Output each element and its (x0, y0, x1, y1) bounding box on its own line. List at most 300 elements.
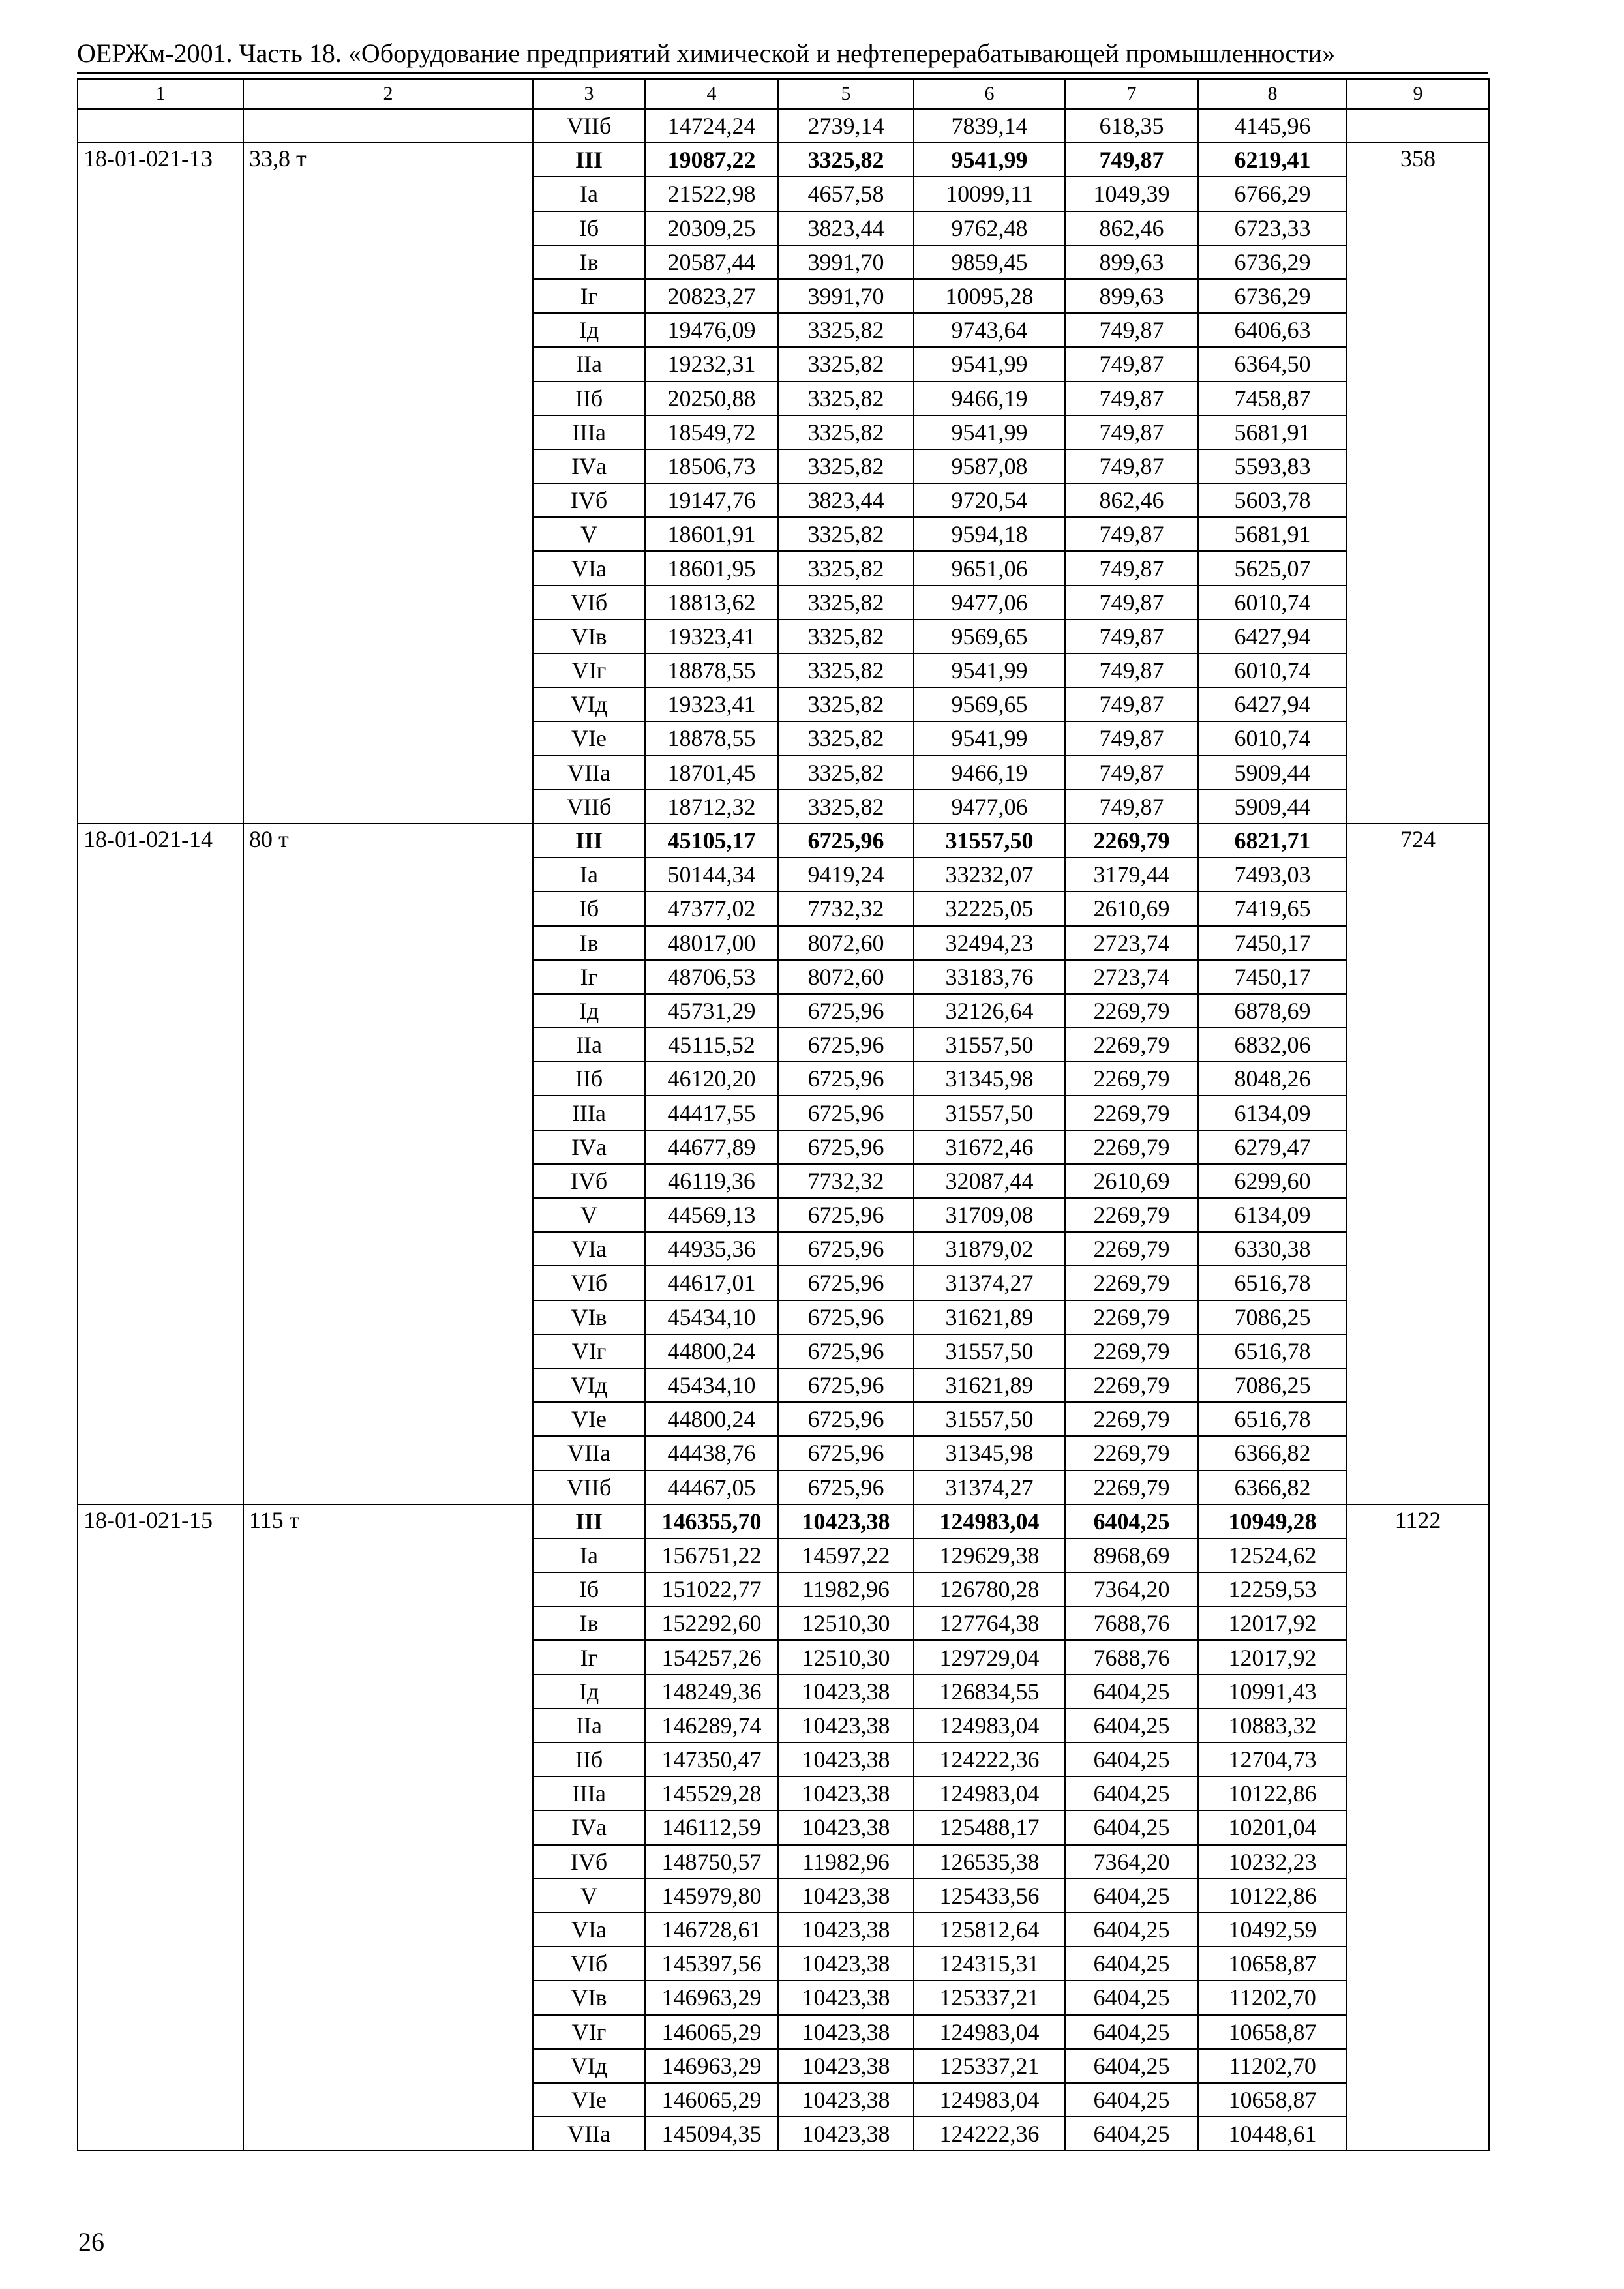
value-cell: 3325,82 (778, 415, 914, 449)
value-cell: 6404,25 (1065, 1913, 1198, 1947)
value-cell: 9743,64 (914, 313, 1065, 347)
value-cell: 6736,29 (1198, 245, 1347, 279)
class-cell: IIIа (533, 1776, 645, 1810)
value-cell: 2269,79 (1065, 1062, 1198, 1096)
value-cell: 862,46 (1065, 211, 1198, 245)
value-cell: 18506,73 (645, 449, 778, 483)
value-cell: 6725,96 (778, 1368, 914, 1402)
class-cell: IVб (533, 483, 645, 517)
value-cell: 146289,74 (645, 1709, 778, 1743)
value-cell: 11982,96 (778, 1845, 914, 1879)
value-cell: 44800,24 (645, 1402, 778, 1436)
value-cell: 19147,76 (645, 483, 778, 517)
value-cell: 3991,70 (778, 245, 914, 279)
value-cell: 18701,45 (645, 756, 778, 790)
value-cell: 2269,79 (1065, 1471, 1198, 1504)
column-header: 8 (1198, 79, 1347, 109)
value-cell: 47377,02 (645, 891, 778, 925)
value-cell: 45105,17 (645, 824, 778, 858)
value-cell: 10991,43 (1198, 1675, 1347, 1709)
value-cell: 10423,38 (778, 1879, 914, 1913)
value-cell: 33183,76 (914, 960, 1065, 994)
value-cell: 9587,08 (914, 449, 1065, 483)
empty-cell (78, 109, 243, 143)
value-cell: 749,87 (1065, 551, 1198, 585)
value-cell: 10232,23 (1198, 1845, 1347, 1879)
value-cell: 14597,22 (778, 1538, 914, 1572)
value-cell: 10423,38 (778, 1947, 914, 1981)
mass-cell: 33,8 т (243, 143, 533, 824)
value-cell: 20250,88 (645, 382, 778, 415)
value-cell: 2269,79 (1065, 1334, 1198, 1368)
class-cell: VIа (533, 551, 645, 585)
empty-cell (243, 109, 533, 143)
value-cell: 124983,04 (914, 2015, 1065, 2049)
value-cell: 7688,76 (1065, 1606, 1198, 1640)
class-cell: VIг (533, 653, 645, 687)
value-cell: 5625,07 (1198, 551, 1347, 585)
value-cell: 31557,50 (914, 1334, 1065, 1368)
empty-cell (1347, 109, 1489, 143)
value-cell: 9859,45 (914, 245, 1065, 279)
value-cell: 18813,62 (645, 586, 778, 620)
page-number: 26 (78, 2227, 104, 2256)
value-cell: 749,87 (1065, 313, 1198, 347)
class-cell: VIб (533, 1266, 645, 1300)
value-cell: 19323,41 (645, 687, 778, 721)
value-cell: 45434,10 (645, 1368, 778, 1402)
value-cell: 2269,79 (1065, 1198, 1198, 1232)
value-cell: 7839,14 (914, 109, 1065, 143)
value-cell: 6404,25 (1065, 2015, 1198, 2049)
class-cell: IVа (533, 449, 645, 483)
class-cell: IIIа (533, 1096, 645, 1130)
class-cell: IIIа (533, 415, 645, 449)
value-cell: 10122,86 (1198, 1776, 1347, 1810)
value-cell: 9541,99 (914, 415, 1065, 449)
value-cell: 9419,24 (778, 858, 914, 891)
value-cell: 145529,28 (645, 1776, 778, 1810)
total-cell: 724 (1347, 824, 1489, 1504)
value-cell: 31345,98 (914, 1436, 1065, 1470)
value-cell: 3325,82 (778, 551, 914, 585)
value-cell: 10658,87 (1198, 1947, 1347, 1981)
value-cell: 9594,18 (914, 517, 1065, 551)
value-cell: 3325,82 (778, 586, 914, 620)
value-cell: 9477,06 (914, 790, 1065, 824)
value-cell: 12704,73 (1198, 1743, 1347, 1776)
value-cell: 31557,50 (914, 1096, 1065, 1130)
column-number-row (78, 79, 1489, 109)
total-cell: 1122 (1347, 1504, 1489, 2151)
class-cell: IVа (533, 1810, 645, 1844)
value-cell: 146728,61 (645, 1913, 778, 1947)
value-cell: 749,87 (1065, 687, 1198, 721)
class-cell: IVб (533, 1845, 645, 1879)
value-cell: 749,87 (1065, 449, 1198, 483)
value-cell: 31557,50 (914, 824, 1065, 858)
table-row (78, 1504, 1489, 1538)
class-cell: Iв (533, 1606, 645, 1640)
class-cell: Iб (533, 891, 645, 925)
value-cell: 44800,24 (645, 1334, 778, 1368)
value-cell: 618,35 (1065, 109, 1198, 143)
value-cell: 5603,78 (1198, 483, 1347, 517)
value-cell: 12524,62 (1198, 1538, 1347, 1572)
value-cell: 45731,29 (645, 994, 778, 1028)
value-cell: 12510,30 (778, 1606, 914, 1640)
value-cell: 8968,69 (1065, 1538, 1198, 1572)
class-cell: III (533, 824, 645, 858)
value-cell: 20587,44 (645, 245, 778, 279)
value-cell: 9477,06 (914, 586, 1065, 620)
class-cell: III (533, 143, 645, 177)
value-cell: 7419,65 (1198, 891, 1347, 925)
value-cell: 9569,65 (914, 620, 1065, 653)
column-header: 3 (533, 79, 645, 109)
value-cell: 20309,25 (645, 211, 778, 245)
value-cell: 31879,02 (914, 1232, 1065, 1266)
value-cell: 7364,20 (1065, 1845, 1198, 1879)
value-cell: 124222,36 (914, 2117, 1065, 2151)
value-cell: 10658,87 (1198, 2015, 1347, 2049)
value-cell: 7086,25 (1198, 1368, 1347, 1402)
value-cell: 32126,64 (914, 994, 1065, 1028)
value-cell: 31557,50 (914, 1402, 1065, 1436)
value-cell: 10099,11 (914, 177, 1065, 211)
value-cell: 18601,91 (645, 517, 778, 551)
value-cell: 19232,31 (645, 347, 778, 381)
value-cell: 5909,44 (1198, 790, 1347, 824)
value-cell: 10949,28 (1198, 1504, 1347, 1538)
value-cell: 19476,09 (645, 313, 778, 347)
value-cell: 18601,95 (645, 551, 778, 585)
value-cell: 9651,06 (914, 551, 1065, 585)
column-header: 5 (778, 79, 914, 109)
class-cell: Iа (533, 1538, 645, 1572)
value-cell: 749,87 (1065, 790, 1198, 824)
value-cell: 9569,65 (914, 687, 1065, 721)
table-row (78, 824, 1489, 858)
class-cell: IIб (533, 1062, 645, 1096)
class-cell: Iа (533, 858, 645, 891)
value-cell: 6404,25 (1065, 1810, 1198, 1844)
value-cell: 6821,71 (1198, 824, 1347, 858)
value-cell: 6725,96 (778, 1232, 914, 1266)
value-cell: 3325,82 (778, 653, 914, 687)
value-cell: 32225,05 (914, 891, 1065, 925)
class-cell: VIв (533, 620, 645, 653)
value-cell: 3325,82 (778, 620, 914, 653)
page-header-title: ОЕРЖм-2001. Часть 18. «Оборудование предприятий химической и нефтеперерабатывающей промышленности» (77, 38, 1336, 68)
value-cell: 6725,96 (778, 1300, 914, 1334)
total-cell: 358 (1347, 143, 1489, 824)
value-cell: 152292,60 (645, 1606, 778, 1640)
class-cell: IVб (533, 1164, 645, 1198)
value-cell: 899,63 (1065, 245, 1198, 279)
class-cell: VIг (533, 2015, 645, 2049)
value-cell: 6766,29 (1198, 177, 1347, 211)
value-cell: 12017,92 (1198, 1640, 1347, 1674)
value-cell: 5681,91 (1198, 415, 1347, 449)
value-cell: 44569,13 (645, 1198, 778, 1232)
class-cell: Iг (533, 1640, 645, 1674)
value-cell: 10423,38 (778, 1709, 914, 1743)
mass-cell: 80 т (243, 824, 533, 1504)
value-cell: 6516,78 (1198, 1266, 1347, 1300)
value-cell: 145094,35 (645, 2117, 778, 2151)
value-cell: 18878,55 (645, 721, 778, 755)
rate-code-cell: 18-01-021-15 (78, 1504, 243, 2151)
rate-code-cell: 18-01-021-14 (78, 824, 243, 1504)
value-cell: 44467,05 (645, 1471, 778, 1504)
value-cell: 2269,79 (1065, 1300, 1198, 1334)
value-cell: 14724,24 (645, 109, 778, 143)
value-cell: 12259,53 (1198, 1572, 1347, 1606)
class-cell: VIе (533, 2083, 645, 2117)
value-cell: 7364,20 (1065, 1572, 1198, 1606)
value-cell: 3325,82 (778, 347, 914, 381)
value-cell: 9541,99 (914, 653, 1065, 687)
value-cell: 8072,60 (778, 960, 914, 994)
value-cell: 125812,64 (914, 1913, 1065, 1947)
value-cell: 6725,96 (778, 1334, 914, 1368)
value-cell: 6725,96 (778, 1471, 914, 1504)
value-cell: 7732,32 (778, 891, 914, 925)
value-cell: 125488,17 (914, 1810, 1065, 1844)
value-cell: 3325,82 (778, 790, 914, 824)
value-cell: 2269,79 (1065, 824, 1198, 858)
value-cell: 126834,55 (914, 1675, 1065, 1709)
value-cell: 126780,28 (914, 1572, 1065, 1606)
table-body (78, 109, 1489, 2151)
value-cell: 125337,21 (914, 1981, 1065, 2014)
value-cell: 126535,38 (914, 1845, 1065, 1879)
value-cell: 44935,36 (645, 1232, 778, 1266)
value-cell: 2723,74 (1065, 960, 1198, 994)
class-cell: IIб (533, 382, 645, 415)
value-cell: 146963,29 (645, 2049, 778, 2083)
class-cell: VIIа (533, 756, 645, 790)
value-cell: 127764,38 (914, 1606, 1065, 1640)
value-cell: 45434,10 (645, 1300, 778, 1334)
value-cell: 7450,17 (1198, 926, 1347, 960)
value-cell: 154257,26 (645, 1640, 778, 1674)
value-cell: 6725,96 (778, 994, 914, 1028)
value-cell: 6134,09 (1198, 1198, 1347, 1232)
value-cell: 6404,25 (1065, 1981, 1198, 2014)
class-cell: VIг (533, 1334, 645, 1368)
value-cell: 8048,26 (1198, 1062, 1347, 1096)
value-cell: 2723,74 (1065, 926, 1198, 960)
value-cell: 6404,25 (1065, 1743, 1198, 1776)
value-cell: 18549,72 (645, 415, 778, 449)
value-cell: 146065,29 (645, 2015, 778, 2049)
value-cell: 6736,29 (1198, 279, 1347, 313)
class-cell: V (533, 1879, 645, 1913)
value-cell: 6364,50 (1198, 347, 1347, 381)
value-cell: 4657,58 (778, 177, 914, 211)
class-cell: VIIа (533, 2117, 645, 2151)
value-cell: 6725,96 (778, 1130, 914, 1164)
rates-table (77, 78, 1490, 2151)
value-cell: 31374,27 (914, 1266, 1065, 1300)
table-row (78, 109, 1489, 143)
value-cell: 899,63 (1065, 279, 1198, 313)
value-cell: 3325,82 (778, 143, 914, 177)
class-cell: VIIб (533, 1471, 645, 1504)
value-cell: 18712,32 (645, 790, 778, 824)
column-header: 2 (243, 79, 533, 109)
value-cell: 10122,86 (1198, 1879, 1347, 1913)
value-cell: 145397,56 (645, 1947, 778, 1981)
value-cell: 45115,52 (645, 1028, 778, 1062)
value-cell: 3325,82 (778, 721, 914, 755)
value-cell: 156751,22 (645, 1538, 778, 1572)
value-cell: 124983,04 (914, 1709, 1065, 1743)
value-cell: 3823,44 (778, 211, 914, 245)
class-cell: VIд (533, 2049, 645, 2083)
class-cell: IVа (533, 1130, 645, 1164)
value-cell: 2610,69 (1065, 1164, 1198, 1198)
value-cell: 3325,82 (778, 313, 914, 347)
value-cell: 4145,96 (1198, 109, 1347, 143)
value-cell: 9541,99 (914, 347, 1065, 381)
value-cell: 31557,50 (914, 1028, 1065, 1062)
value-cell: 147350,47 (645, 1743, 778, 1776)
value-cell: 10423,38 (778, 2049, 914, 2083)
value-cell: 148249,36 (645, 1675, 778, 1709)
class-cell: VIд (533, 1368, 645, 1402)
value-cell: 3823,44 (778, 483, 914, 517)
value-cell: 6366,82 (1198, 1471, 1347, 1504)
class-cell: VIе (533, 721, 645, 755)
value-cell: 146355,70 (645, 1504, 778, 1538)
value-cell: 6516,78 (1198, 1402, 1347, 1436)
value-cell: 10201,04 (1198, 1810, 1347, 1844)
value-cell: 21522,98 (645, 177, 778, 211)
value-cell: 44438,76 (645, 1436, 778, 1470)
value-cell: 2269,79 (1065, 1266, 1198, 1300)
value-cell: 6427,94 (1198, 620, 1347, 653)
value-cell: 7493,03 (1198, 858, 1347, 891)
value-cell: 3325,82 (778, 382, 914, 415)
value-cell: 3325,82 (778, 517, 914, 551)
value-cell: 9762,48 (914, 211, 1065, 245)
class-cell: VIб (533, 586, 645, 620)
value-cell: 11202,70 (1198, 2049, 1347, 2083)
value-cell: 10658,87 (1198, 2083, 1347, 2117)
class-cell: VIе (533, 1402, 645, 1436)
value-cell: 48706,53 (645, 960, 778, 994)
value-cell: 6427,94 (1198, 687, 1347, 721)
value-cell: 7688,76 (1065, 1640, 1198, 1674)
value-cell: 749,87 (1065, 653, 1198, 687)
value-cell: 6404,25 (1065, 2083, 1198, 2117)
value-cell: 31345,98 (914, 1062, 1065, 1096)
value-cell: 6010,74 (1198, 653, 1347, 687)
value-cell: 32087,44 (914, 1164, 1065, 1198)
value-cell: 2269,79 (1065, 1232, 1198, 1266)
class-cell: Iв (533, 926, 645, 960)
value-cell: 6330,38 (1198, 1232, 1347, 1266)
class-cell: VIб (533, 1947, 645, 1981)
value-cell: 124983,04 (914, 2083, 1065, 2117)
value-cell: 6134,09 (1198, 1096, 1347, 1130)
value-cell: 8072,60 (778, 926, 914, 960)
value-cell: 9720,54 (914, 483, 1065, 517)
value-cell: 10492,59 (1198, 1913, 1347, 1947)
value-cell: 10423,38 (778, 1675, 914, 1709)
value-cell: 6878,69 (1198, 994, 1347, 1028)
column-header: 4 (645, 79, 778, 109)
value-cell: 9541,99 (914, 721, 1065, 755)
value-cell: 44417,55 (645, 1096, 778, 1130)
value-cell: 2269,79 (1065, 1130, 1198, 1164)
value-cell: 31621,89 (914, 1368, 1065, 1402)
value-cell: 9541,99 (914, 143, 1065, 177)
value-cell: 10423,38 (778, 2083, 914, 2117)
header-divider (77, 72, 1488, 74)
class-cell: VIIб (533, 109, 645, 143)
value-cell: 749,87 (1065, 721, 1198, 755)
class-cell: Iб (533, 1572, 645, 1606)
mass-cell: 115 т (243, 1504, 533, 2151)
value-cell: 146112,59 (645, 1810, 778, 1844)
value-cell: 2269,79 (1065, 1028, 1198, 1062)
column-header: 7 (1065, 79, 1198, 109)
value-cell: 6725,96 (778, 1028, 914, 1062)
value-cell: 151022,77 (645, 1572, 778, 1606)
value-cell: 10448,61 (1198, 2117, 1347, 2151)
value-cell: 6725,96 (778, 1266, 914, 1300)
value-cell: 19323,41 (645, 620, 778, 653)
class-cell: VIIб (533, 790, 645, 824)
class-cell: V (533, 1198, 645, 1232)
value-cell: 6404,25 (1065, 1675, 1198, 1709)
value-cell: 2610,69 (1065, 891, 1198, 925)
value-cell: 6725,96 (778, 1436, 914, 1470)
value-cell: 7458,87 (1198, 382, 1347, 415)
value-cell: 6404,25 (1065, 1947, 1198, 1981)
value-cell: 46119,36 (645, 1164, 778, 1198)
value-cell: 3325,82 (778, 756, 914, 790)
value-cell: 6404,25 (1065, 2049, 1198, 2083)
value-cell: 145979,80 (645, 1879, 778, 1913)
value-cell: 6725,96 (778, 824, 914, 858)
value-cell: 6010,74 (1198, 721, 1347, 755)
class-cell: III (533, 1504, 645, 1538)
value-cell: 1049,39 (1065, 177, 1198, 211)
value-cell: 125337,21 (914, 2049, 1065, 2083)
value-cell: 6516,78 (1198, 1334, 1347, 1368)
value-cell: 48017,00 (645, 926, 778, 960)
value-cell: 862,46 (1065, 483, 1198, 517)
value-cell: 146963,29 (645, 1981, 778, 2014)
class-cell: VIа (533, 1232, 645, 1266)
column-header: 9 (1347, 79, 1489, 109)
value-cell: 19087,22 (645, 143, 778, 177)
value-cell: 11202,70 (1198, 1981, 1347, 2014)
value-cell: 146065,29 (645, 2083, 778, 2117)
value-cell: 2269,79 (1065, 1402, 1198, 1436)
value-cell: 6404,25 (1065, 1776, 1198, 1810)
class-cell: VIа (533, 1913, 645, 1947)
value-cell: 6219,41 (1198, 143, 1347, 177)
value-cell: 10423,38 (778, 1743, 914, 1776)
value-cell: 125433,56 (914, 1879, 1065, 1913)
value-cell: 6725,96 (778, 1402, 914, 1436)
